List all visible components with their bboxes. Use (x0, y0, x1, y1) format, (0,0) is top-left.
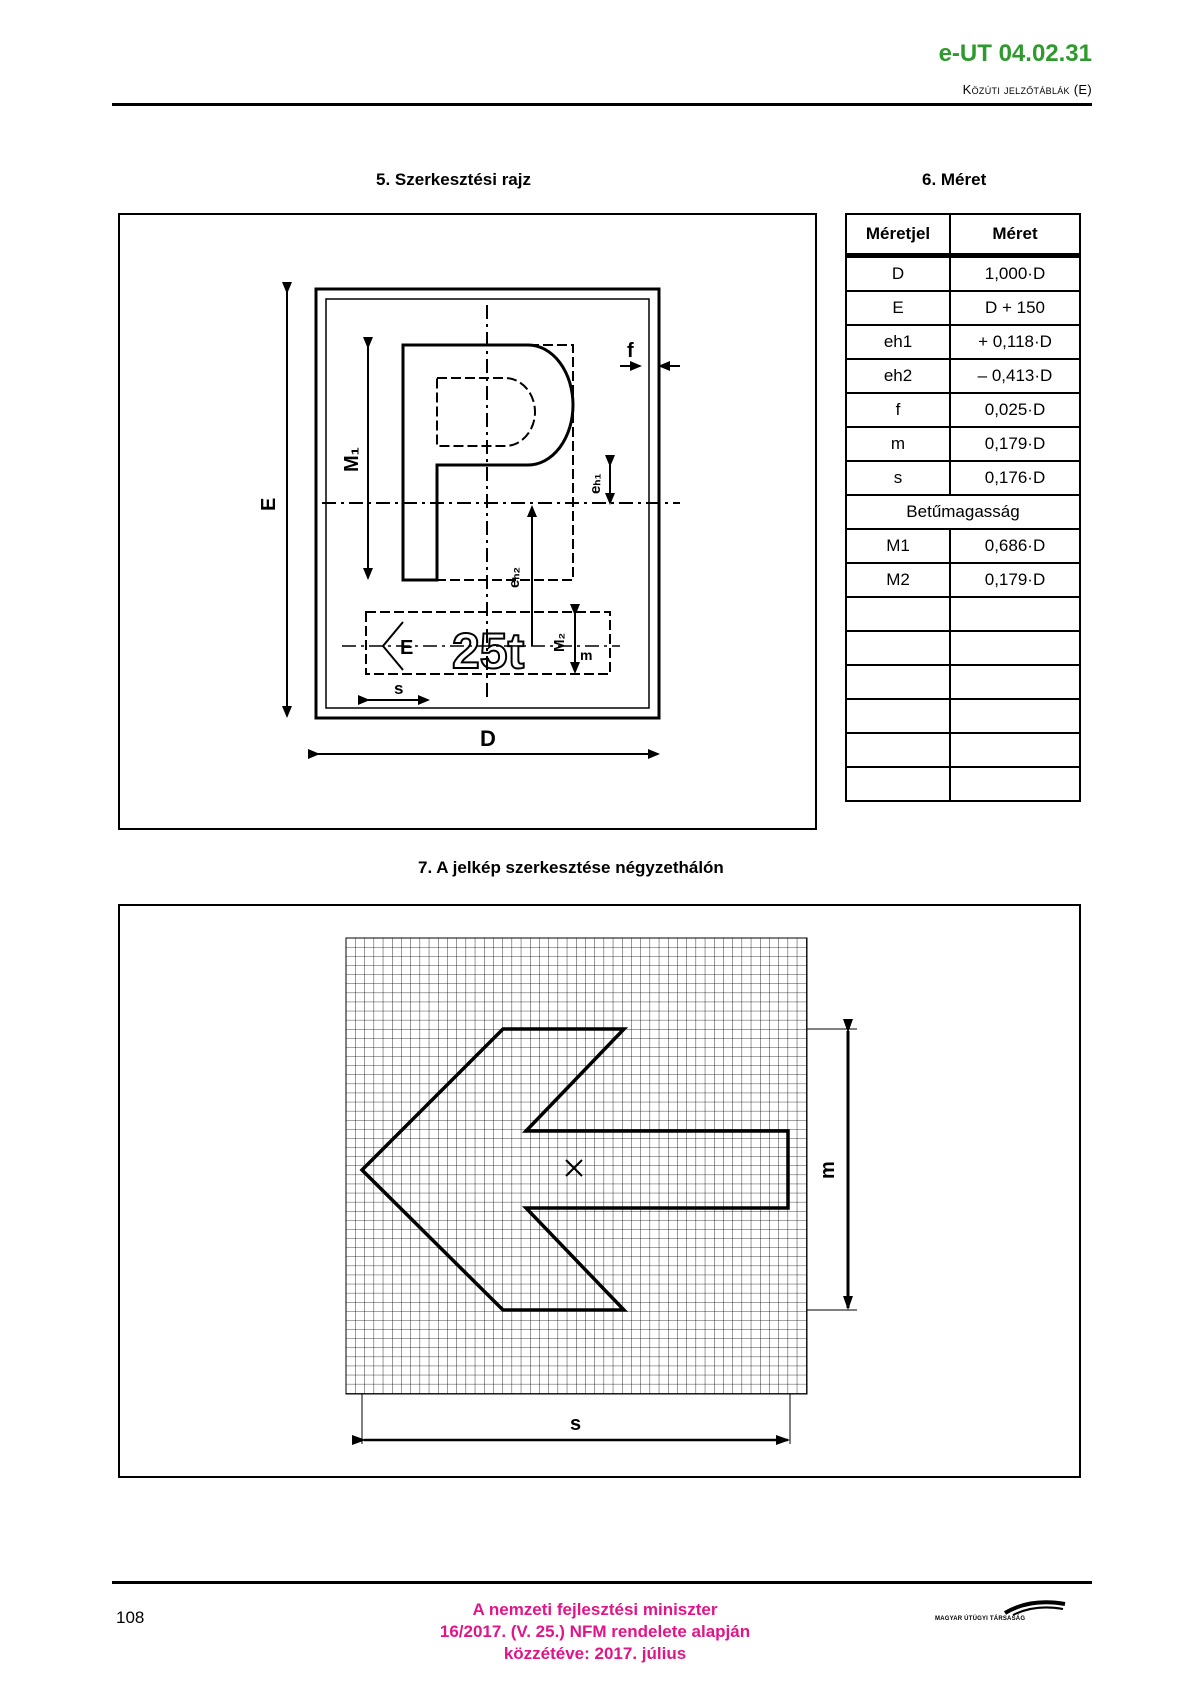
table-row: eh2 – 0,413·D (846, 359, 1080, 393)
label-m2: M₂ (551, 632, 568, 652)
table-header-value: Méret (950, 214, 1080, 256)
plate-icon-letter: E (400, 637, 414, 659)
label-m1: M₁ (341, 447, 363, 472)
footer-rule (112, 1581, 1092, 1584)
publication-line-3: közzétéve: 2017. július (503, 1644, 687, 1663)
label-f: f (627, 340, 634, 362)
section6-title: 6. Méret (922, 170, 987, 189)
table-row: eh1 + 0,118·D (846, 325, 1080, 359)
page-number: 108 (116, 1608, 145, 1627)
publication-line-1: A nemzeti fejlesztési miniszter (472, 1600, 718, 1619)
table-row: m 0,179·D (846, 427, 1080, 461)
section5-title: 5. Szerkesztési rajz (376, 170, 531, 189)
label-e: E (258, 497, 280, 511)
table-row: D 1,000·D (846, 256, 1080, 292)
table-row: E D + 150 (846, 291, 1080, 325)
publisher-logo (935, 1596, 1090, 1626)
logo-text: MAGYAR ÚTÜGYI TÁRSASÁG (935, 1616, 1026, 1622)
document-subtitle: Közúti jelzőtáblák (E) (962, 82, 1092, 97)
publication-line-2: 16/2017. (V. 25.) NFM rendelete alapján (439, 1622, 751, 1641)
table-row: s 0,176·D (846, 461, 1080, 495)
section7-title: 7. A jelkép szerkesztése négyzethálón (418, 858, 724, 877)
table-row: f 0,025·D (846, 393, 1080, 427)
label-s: s (570, 1413, 582, 1435)
document-code: e-UT 04.02.31 (938, 40, 1092, 67)
label-d: D (480, 726, 496, 751)
plate-unit: m (580, 647, 593, 663)
weight-label: 25t (452, 623, 525, 679)
label-eh1: eₕ₁ (587, 473, 604, 494)
label-s-top: s (394, 679, 404, 698)
label-m: m (817, 1161, 839, 1179)
table-subheader: Betűmagasság (846, 495, 1080, 529)
table-header-symbol: Méretjel (846, 214, 950, 256)
publication-note (395, 1599, 795, 1665)
label-eh2: eₕ₂ (506, 566, 523, 588)
table-row: M2 0,179·D (846, 563, 1080, 597)
table-row: M1 0,686·D (846, 529, 1080, 563)
